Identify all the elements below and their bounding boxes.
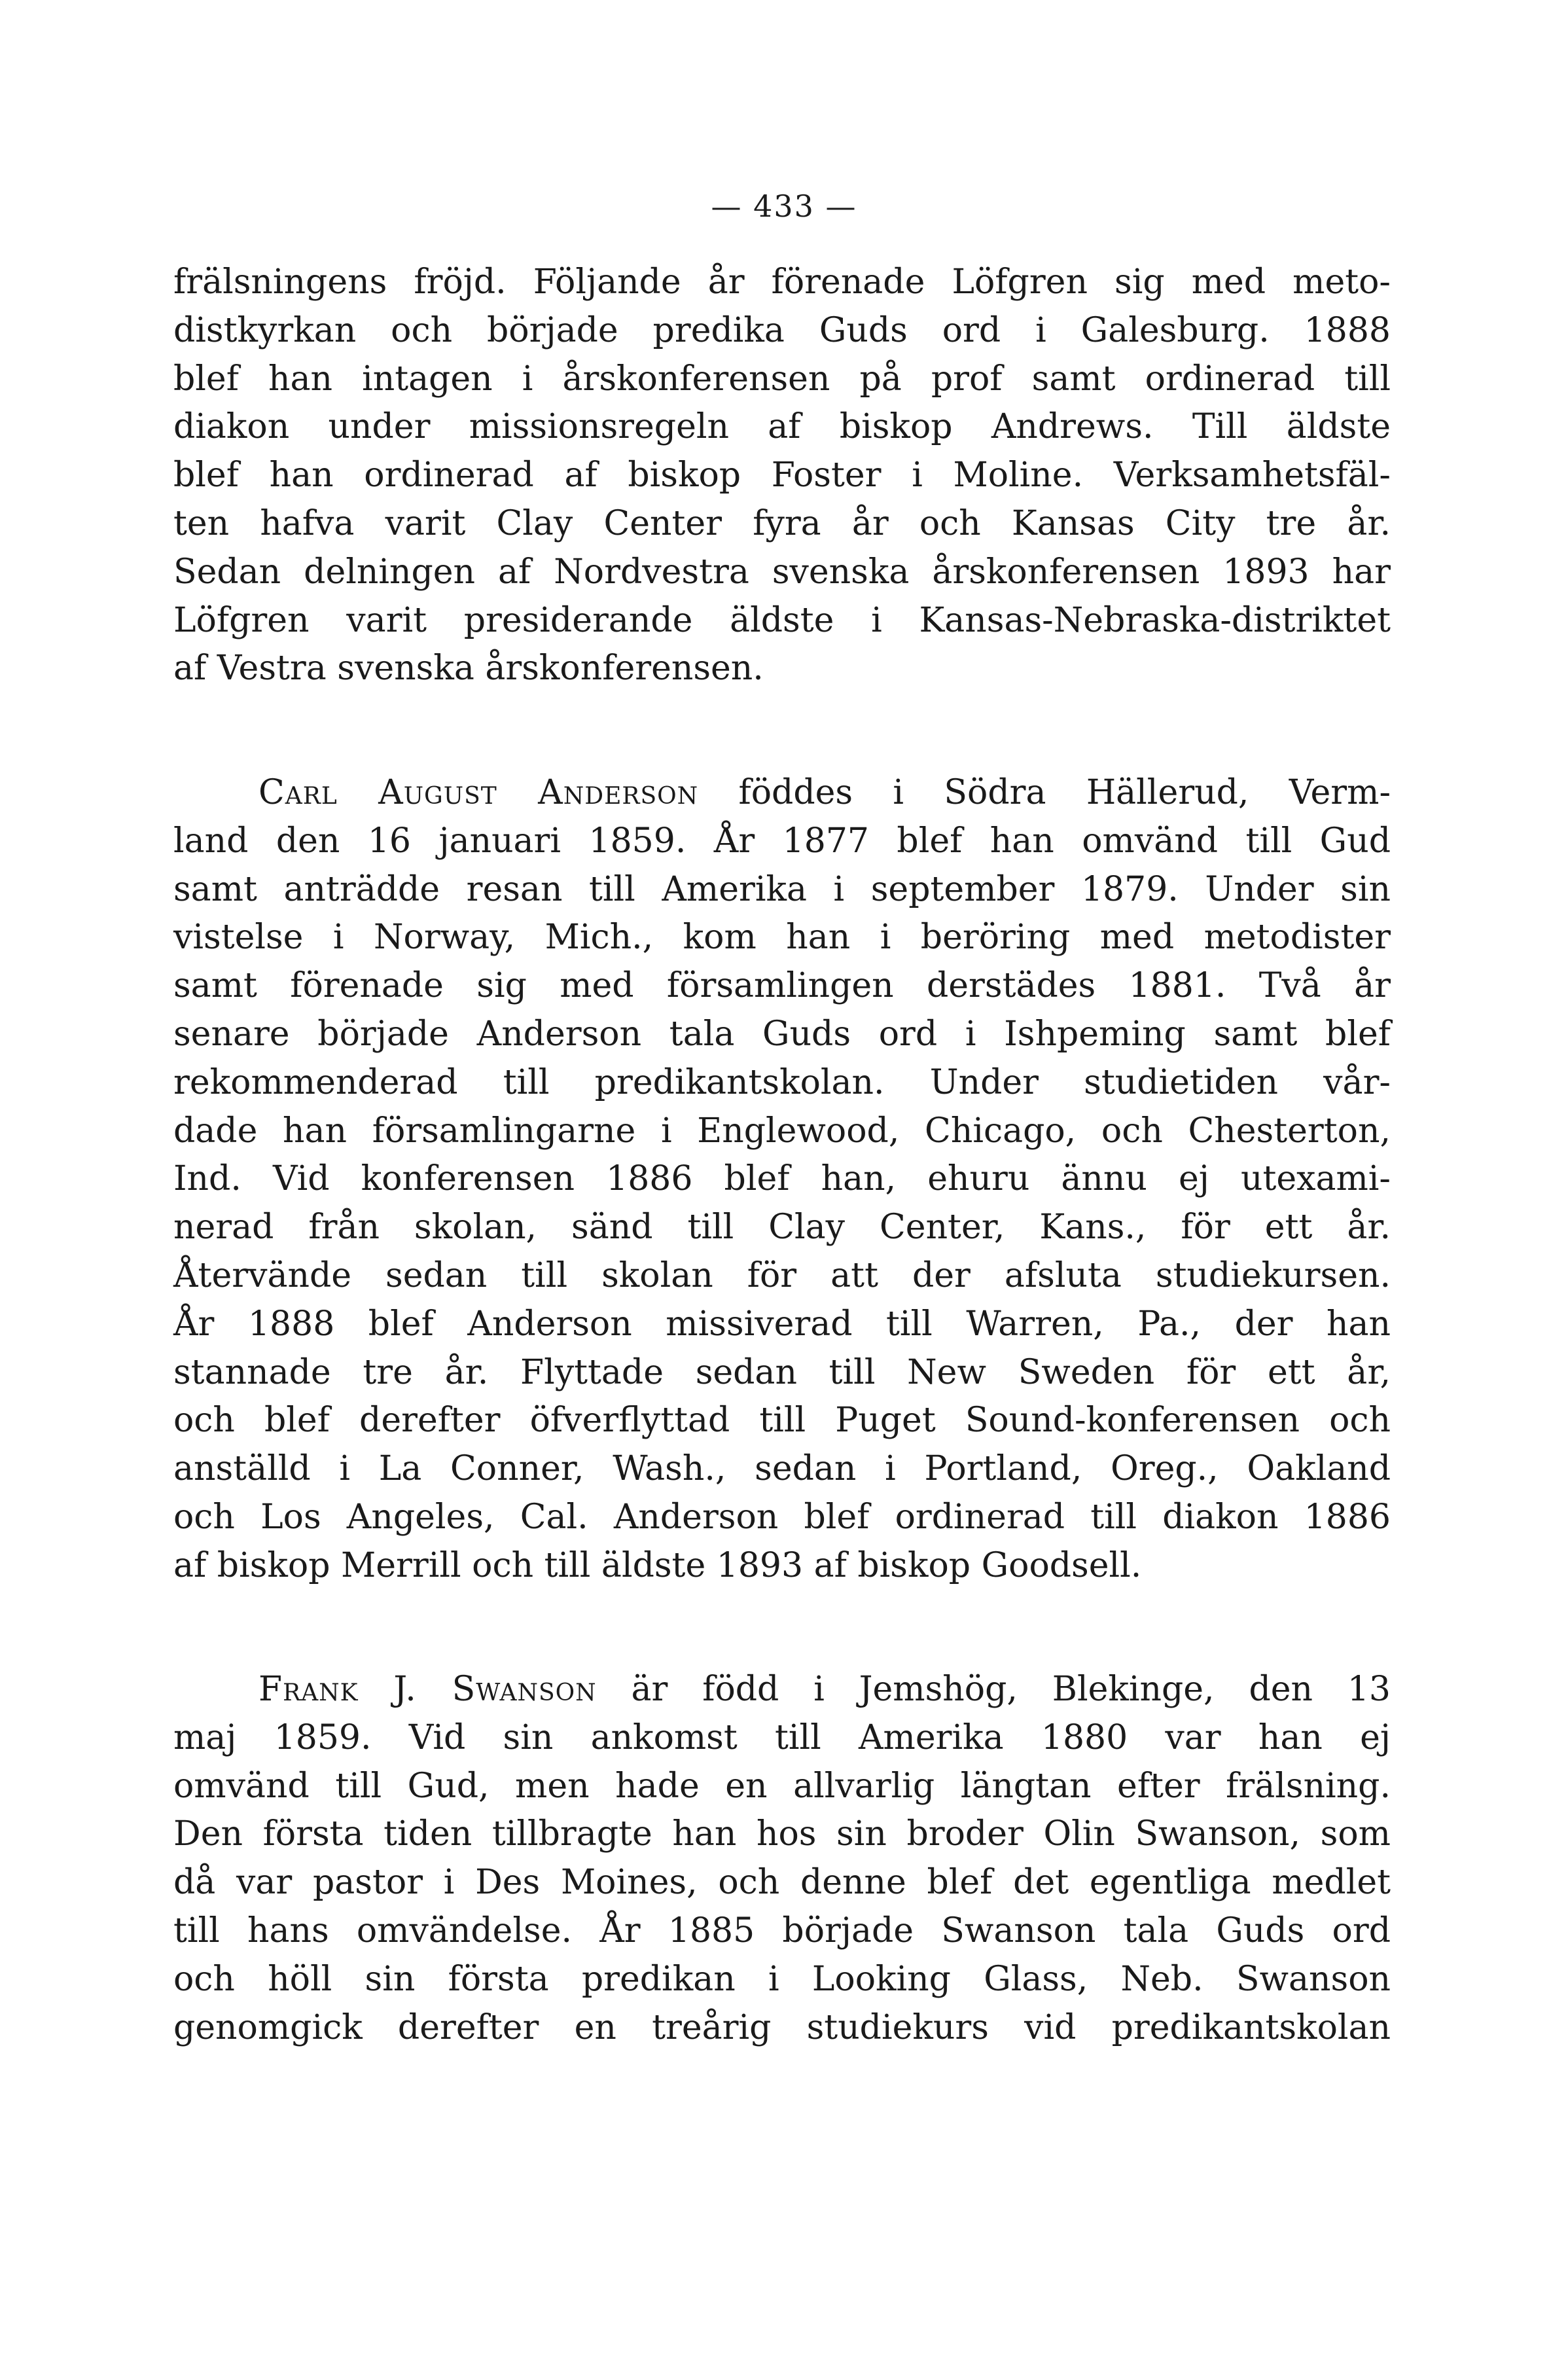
text-line: samt förenade sig med församlingen derstädes 1881. Två år <box>173 966 1391 1006</box>
text-line: blef han ordinerad af biskop Foster i Moline. Verksamhetsfäl- <box>173 456 1391 495</box>
text-line: Sedan delningen af Nordvestra svenska årskonferensen 1893 har <box>173 552 1391 592</box>
text-line: frälsningens fröjd. Följande år förenade Löfgren sig med meto- <box>173 262 1391 302</box>
text-line: och blef derefter öfverflyttad till Puget Sound-konferensen och <box>173 1401 1391 1441</box>
text-line: År 1888 blef Anderson missiverad till Warren, Pa., der han <box>173 1304 1391 1344</box>
text-line: af Vestra svenska årskonferensen. <box>173 649 764 689</box>
person-name: Frank J. Swanson <box>258 1670 597 1709</box>
text-line: till hans omvändelse. År 1885 började Swanson tala Guds ord <box>173 1911 1391 1950</box>
text-fragment: är född i Jemshög, Blekinge, den 13 <box>631 1670 1391 1709</box>
text-line: Återvände sedan till skolan för att der afsluta studiekursen. <box>173 1255 1391 1295</box>
person-name: Carl August Anderson <box>258 773 699 812</box>
text-line: senare började Anderson tala Guds ord i Ishpeming samt blef <box>173 1014 1391 1054</box>
text-line-first <box>173 769 1391 817</box>
text-line: anställd i La Conner, Wash., sedan i Portland, Oreg., Oakland <box>173 1449 1391 1489</box>
page-number: — 433 — <box>711 189 857 224</box>
text-line: genomgick derefter en treårig studiekurs vid predikantskolan <box>173 2007 1391 2047</box>
text-line: Den första tiden tillbragte han hos sin broder Olin Swanson, som <box>173 1814 1391 1854</box>
text-line: stannade tre år. Flyttade sedan till New Sweden för ett år, <box>173 1352 1391 1392</box>
text-line: då var pastor i Des Moines, och denne blef det egentliga medlet <box>173 1863 1391 1903</box>
text-line: blef han intagen i årskonferensen på prof samt ordinerad till <box>173 359 1391 399</box>
paragraph-lofgren <box>173 259 1391 693</box>
text-line: ten hafva varit Clay Center fyra år och Kansas City tre år. <box>173 503 1391 543</box>
text-line: maj 1859. Vid sin ankomst till Amerika 1880 var han ej <box>173 1717 1391 1757</box>
text-line: och Los Angeles, Cal. Anderson blef ordinerad till diakon 1886 <box>173 1497 1391 1537</box>
paragraph-anderson <box>173 769 1391 1590</box>
text-line: distkyrkan och började predika Guds ord i Galesburg. 1888 <box>173 310 1391 350</box>
text-line: Löfgren varit presiderande äldste i Kansas-Nebraska-distriktet <box>173 600 1391 640</box>
text-line-first <box>173 1666 1391 1714</box>
text-line: af biskop Merrill och till äldste 1893 af biskop Goodsell. <box>173 1545 1142 1585</box>
text-line: rekommenderad till predikantskolan. Under studietiden vår- <box>173 1062 1391 1102</box>
text-line: vistelse i Norway, Mich., kom han i beröring med metodister <box>173 918 1391 958</box>
text-line: diakon under missionsregeln af biskop Andrews. Till äldste <box>173 407 1391 447</box>
text-line: Ind. Vid konferensen 1886 blef han, ehuru ännu ej utexami- <box>173 1159 1391 1199</box>
text-line: dade han församlingarne i Englewood, Chicago, och Chesterton, <box>173 1111 1391 1151</box>
text-line: land den 16 januari 1859. År 1877 blef han omvänd till Gud <box>173 821 1391 861</box>
text-line: samt anträdde resan till Amerika i september 1879. Under sin <box>173 869 1391 909</box>
paragraph-swanson <box>173 1666 1391 2052</box>
text-line: och höll sin första predikan i Looking Glass, Neb. Swanson <box>173 1959 1391 1999</box>
text-line: omvänd till Gud, men hade en allvarlig längtan efter frälsning. <box>173 1766 1391 1806</box>
text-fragment: föddes i Södra Hällerud, Verm- <box>738 773 1391 812</box>
text-line: nerad från skolan, sänd till Clay Center, Kans., för ett år. <box>173 1208 1391 1248</box>
